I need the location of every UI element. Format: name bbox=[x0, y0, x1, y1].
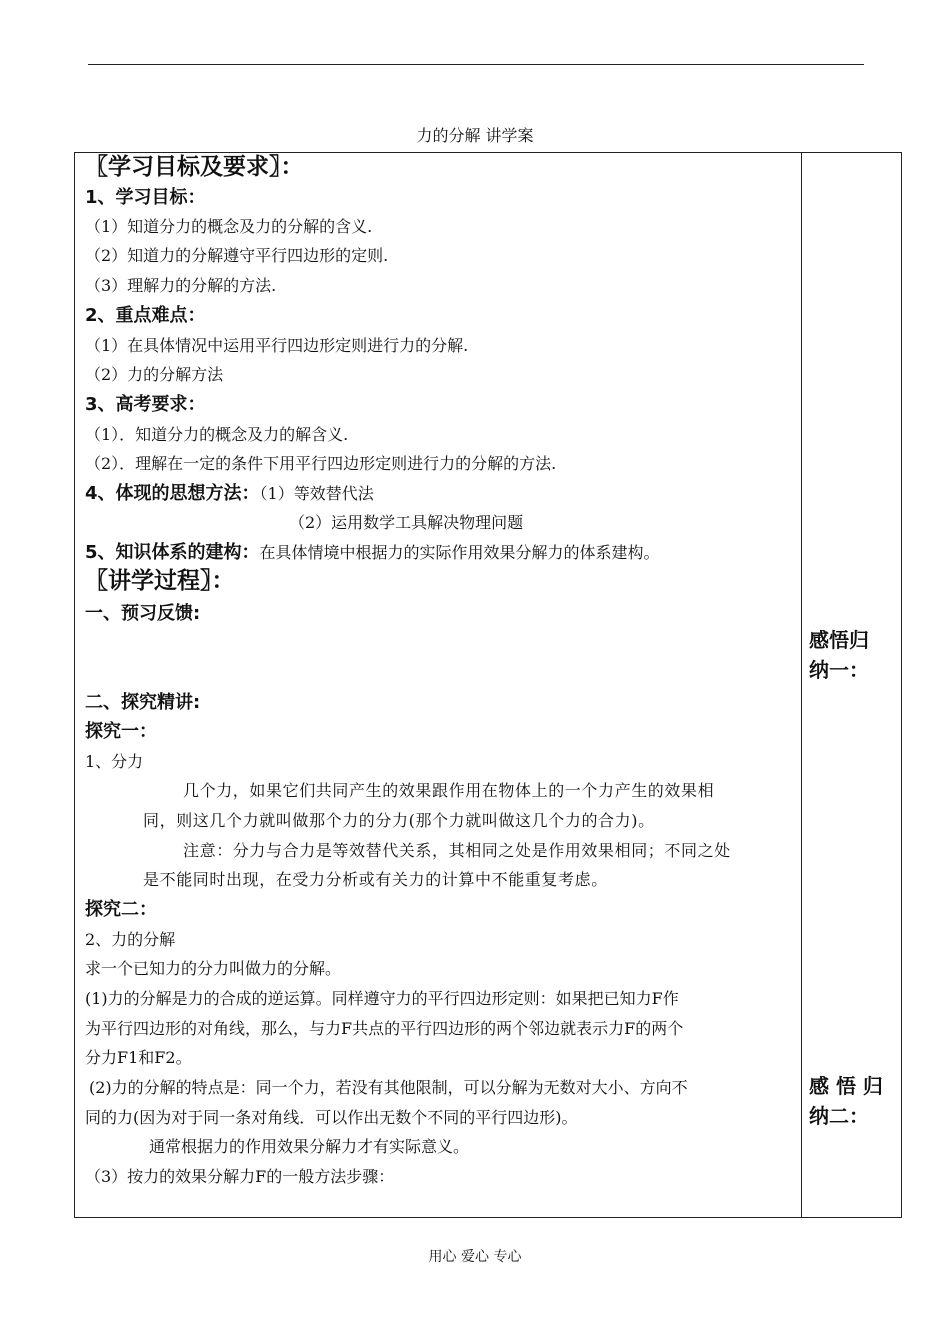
definition-line: 求一个已知力的分力叫做力的分解。 bbox=[85, 959, 342, 978]
preview-feedback-title: 一、预习反馈: bbox=[85, 603, 201, 624]
process-heading: 〖讲学过程〗： bbox=[85, 568, 235, 594]
knowledge-system-text: 在具体情境中根据力的实际作用效果分解力的体系建构。 bbox=[259, 543, 660, 562]
objectives-item: （3）理解力的分解的方法. bbox=[85, 276, 277, 295]
reflection-note-line: 纳一： bbox=[809, 658, 869, 682]
exam-requirement-item: （2）．理解在一定的条件下用平行四边形定则进行力的分解的方法. bbox=[85, 454, 557, 473]
paragraph-line: 几个力，如果它们共同产生的效果跟作用在物体上的一个力产生的效果相 bbox=[183, 781, 715, 800]
key-points-item: （2）力的分解方法 bbox=[85, 365, 224, 384]
explore-1-subtitle: 1、分力 bbox=[85, 752, 144, 771]
reflection-note-line: 纳二： bbox=[809, 1104, 869, 1128]
page-footer: 用心 爱心 专心 bbox=[428, 1249, 522, 1265]
method-item: （1）等效替代法 bbox=[259, 484, 374, 503]
header-rule bbox=[88, 64, 864, 65]
method-item: （2）运用数学工具解决物理问题 bbox=[289, 513, 524, 532]
method-line-1 bbox=[85, 482, 374, 506]
objectives-heading: 〖学习目标及要求〗： bbox=[85, 154, 304, 180]
paragraph-line: 分力F1和F2。 bbox=[85, 1048, 192, 1067]
paragraph-line: 为平行四边形的对角线，那么，与力F共点的平行四边形的两个邻边就表示力F的两个 bbox=[85, 1019, 684, 1038]
objectives-section-5-title: 5、知识体系的建构： bbox=[85, 542, 260, 563]
explore-1-title: 探究一： bbox=[85, 721, 157, 742]
objectives-section-1-title: 1、学习目标： bbox=[85, 187, 206, 208]
key-points-item: （1）在具体情况中运用平行四边形定则进行力的分解. bbox=[85, 336, 469, 355]
paragraph-line: 注意：分力与合力是等效替代关系，其相同之处是作用效果相同；不同之处 bbox=[183, 841, 731, 860]
reflection-note-2 bbox=[809, 1071, 895, 1131]
explore-2-subtitle: 2、力的分解 bbox=[85, 930, 176, 949]
paragraph-line: (2)力的分解的特点是：同一个力，若没有其他限制，可以分解为无数对大小、方向不 bbox=[89, 1078, 688, 1097]
reflection-note-line: 感悟归 bbox=[809, 628, 869, 652]
reflection-note-line: 感 悟 归 bbox=[809, 1074, 883, 1098]
explore-2-title: 探究二： bbox=[85, 899, 157, 920]
paragraph-line: 是不能同时出现，在受力分析或有关力的计算中不能重复考虑。 bbox=[143, 870, 608, 889]
paragraph-line: （3）按力的效果分解力F的一般方法步骤： bbox=[85, 1167, 395, 1186]
objectives-item: （1）知道分力的概念及力的分解的含义. bbox=[85, 217, 373, 236]
knowledge-system-line bbox=[85, 541, 660, 565]
exam-requirement-item: （1）．知道分力的概念及力的解含义. bbox=[85, 425, 349, 444]
column-divider bbox=[801, 153, 802, 1217]
lesson-table bbox=[74, 152, 902, 1218]
objectives-section-3-title: 3、高考要求： bbox=[85, 394, 206, 415]
paragraph-line: (1)力的分解是力的合成的逆运算。同样遵守力的平行四边形定则：如果把已知力F作 bbox=[85, 989, 679, 1008]
document-title: 力的分解 讲学案 bbox=[416, 126, 534, 145]
objectives-section-2-title: 2、重点难点： bbox=[85, 305, 206, 326]
objectives-item: （2）知道力的分解遵守平行四边形的定则. bbox=[85, 246, 389, 265]
objectives-section-4-title: 4、体现的思想方法： bbox=[85, 483, 260, 504]
explore-title: 二、探究精讲: bbox=[85, 692, 201, 713]
paragraph-line: 同的力(因为对于同一条对角线．可以作出无数个不同的平行四边形)。 bbox=[85, 1108, 578, 1127]
paragraph-line: 通常根据力的作用效果分解力才有实际意义。 bbox=[149, 1137, 470, 1156]
paragraph-line: 同，则这几个力就叫做那个力的分力(那个力就叫做这几个力的合力)。 bbox=[143, 811, 655, 830]
reflection-note-1 bbox=[809, 625, 895, 685]
